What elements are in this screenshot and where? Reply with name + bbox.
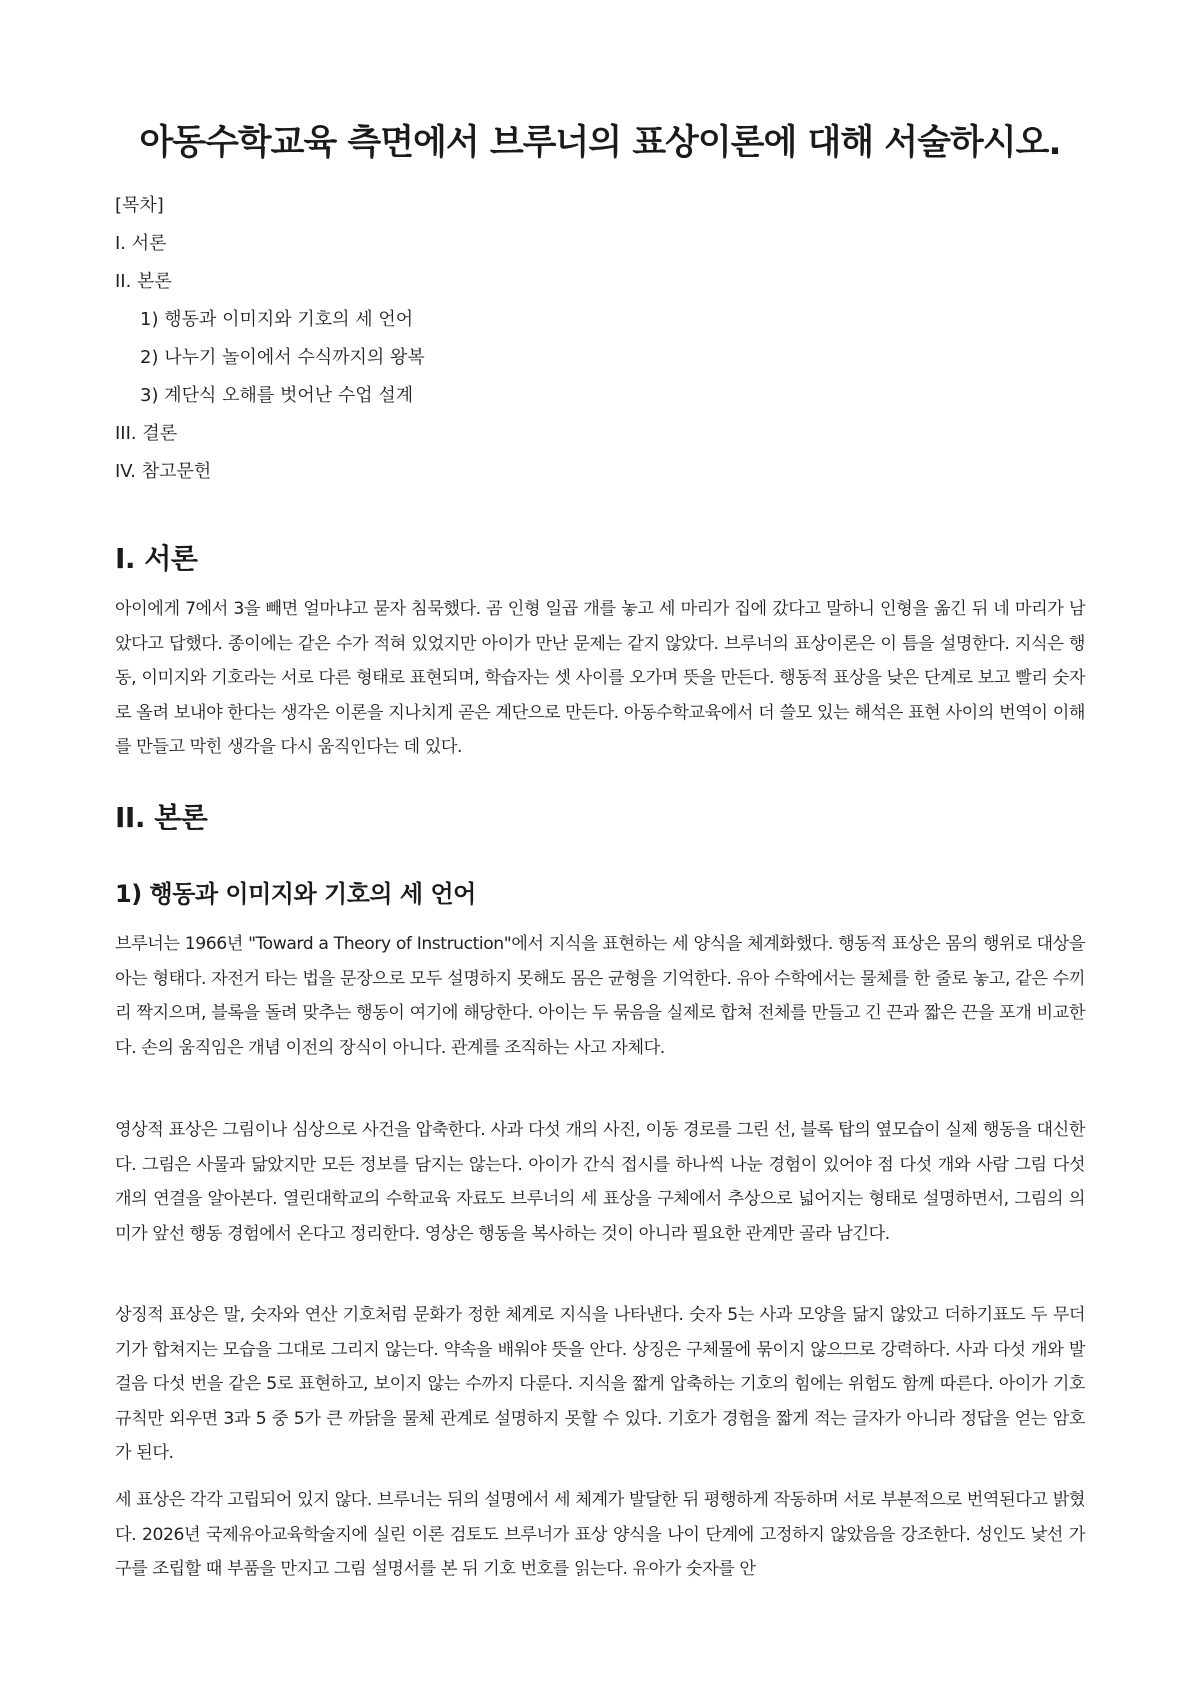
toc-item-body: II. 본론 xyxy=(115,271,172,292)
toc-item-body-3: 3) 계단식 오해를 벗어난 수업 설계 xyxy=(140,385,414,406)
body-paragraph-2: 영상적 표상은 그림이나 심상으로 사건을 압축한다. 사과 다섯 개의 사진, 이동 경로를 그린 선, 블록 탑의 옆모습이 실제 행동을 대신한다. 그림은 사물과 닮았지만 모든 정보를 담지는 않는다. 아이가 간식 접시를 하나씩 나눈 경험이 있어야 점 다섯 개와 사람 그림 다섯 개의 연결을 알아본다. 열린대학교의 수학교육 자료도 브루너의 세 표상을 구체에서 추상으로 넓어지는 형태로 설명하면서, 그림의 의미가 앞선 행동 경험에서 온다고 정리한다. 영상은 행동을 복사하는 것이 아니라 필요한 관계만 골라 남긴다. xyxy=(115,1120,1085,1244)
toc-item-conclusion: III. 결론 xyxy=(115,423,178,444)
toc-item-references: IV. 참고문헌 xyxy=(115,461,212,482)
toc-item-introduction: I. 서론 xyxy=(115,233,167,254)
body-paragraph-4: 세 표상은 각각 고립되어 있지 않다. 브루너는 뒤의 설명에서 세 체계가 발달한 뒤 평행하게 작동하며 서로 부분적으로 번역된다고 밝혔다. 2026년 국제유아교육학술지에 실린 이론 검토도 브루너가 표상 양식을 나이 단계에 고정하지 않았음을 강조한다. 성인도 낯선 가구를 조립할 때 부품을 만지고 그림 설명서를 본 뒤 기호 번호를 읽는다. 유아가 숫자를 안 xyxy=(115,1490,1085,1580)
intro-heading: I. 서론 xyxy=(115,542,198,575)
toc-heading: [목차] xyxy=(115,195,164,216)
body-paragraph-1: 브루너는 1966년 "Toward a Theory of Instruction"에서 지식을 표현하는 세 양식을 체계화했다. 행동적 표상은 몸의 행위로 대상을 아는 형태다. 자전거 타는 법을 문장으로 모두 설명하지 못해도 몸은 균형을 기억한다. 유아 수학에서는 물체를 한 줄로 놓고, 같은 수끼리 짝지으며, 블록을 돌려 맞추는 행동이 여기에 해당한다. 아이는 두 묶음을 실제로 합쳐 전체를 만들고 긴 끈과 짧은 끈을 포개 비교한다. 손의 움직임은 개념 이전의 장식이 아니다. 관계를 조직하는 사고 자체다. xyxy=(115,934,1085,1058)
toc-item-body-2: 2) 나누기 놀이에서 수식까지의 왕복 xyxy=(140,347,425,368)
document-title: 아동수학교육 측면에서 브루너의 표상이론에 대해 서술하시오. xyxy=(139,123,1061,163)
body-paragraph-3: 상징적 표상은 말, 숫자와 연산 기호처럼 문화가 정한 체계로 지식을 나타낸다. 숫자 5는 사과 모양을 닮지 않았고 더하기표도 두 무더기가 합쳐지는 모습을 그대로 그리지 않는다. 약속을 배워야 뜻을 안다. 상징은 구체물에 묶이지 않으므로 강력하다. 사과 다섯 개와 발걸음 다섯 번을 같은 5로 표현하고, 보이지 않는 수까지 다룬다. 지식을 짧게 압축하는 기호의 힘에는 위험도 함께 따른다. 아이가 기호 규칙만 외우면 3과 5 중 5가 큰 까닭을 물체 관계로 설명하지 못할 수 있다. 기호가 경험을 짧게 적는 글자가 아니라 정답을 얻는 암호가 된다. xyxy=(115,1305,1085,1464)
toc-item-body-1: 1) 행동과 이미지와 기호의 세 언어 xyxy=(140,309,414,330)
body-heading: II. 본론 xyxy=(115,801,208,834)
table-of-contents xyxy=(115,187,1085,491)
intro-paragraph: 아이에게 7에서 3을 빼면 얼마냐고 묻자 침묵했다. 곰 인형 일곱 개를 놓고 세 마리가 집에 갔다고 말하니 인형을 옮긴 뒤 네 마리가 남았다고 답했다. 종이에는 같은 수가 적혀 있었지만 아이가 만난 문제는 같지 않았다. 브루너의 표상이론은 이 틈을 설명한다. 지식은 행동, 이미지와 기호라는 서로 다른 형태로 표현되며, 학습자는 셋 사이를 오가며 뜻을 만든다. 행동적 표상을 낮은 단계로 보고 빨리 숫자로 올려 보내야 한다는 생각은 이론을 지나치게 곧은 계단으로 만든다. 아동수학교육에서 더 쓸모 있는 해석은 표현 사이의 번역이 이해를 만들고 막힌 생각을 다시 움직인다는 데 있다. xyxy=(115,599,1085,758)
body-subheading-1: 1) 행동과 이미지와 기호의 세 언어 xyxy=(115,880,476,908)
